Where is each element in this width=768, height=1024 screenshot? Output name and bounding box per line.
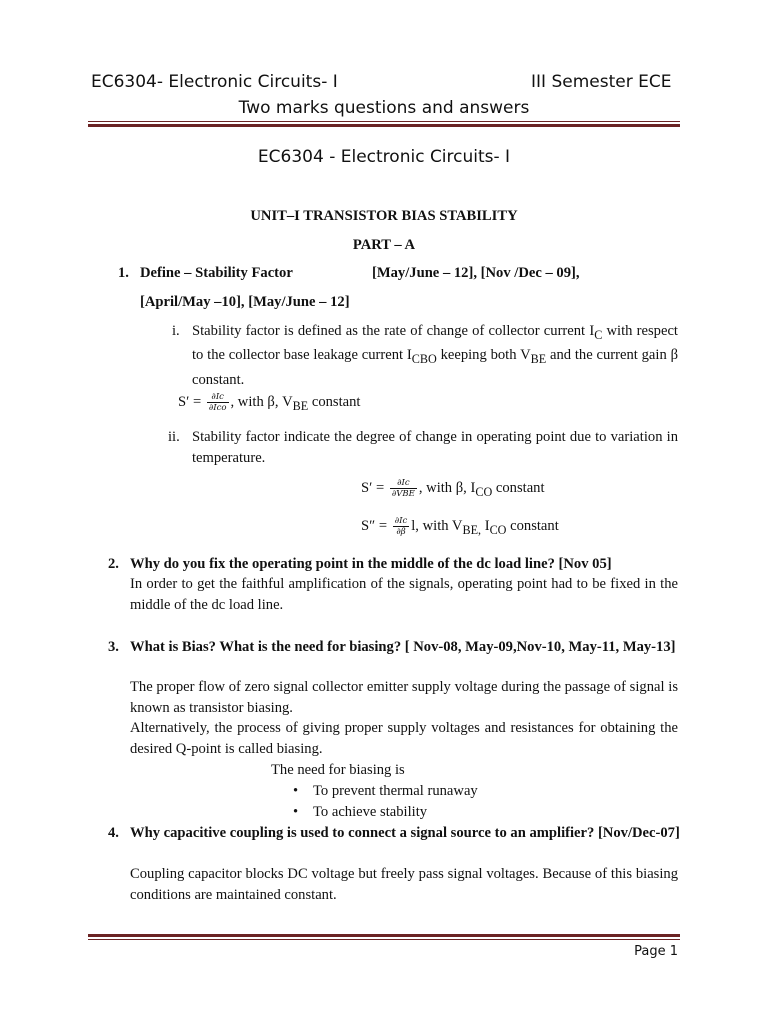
q1-item-ii-text: Stability factor indicate the degree of change in operating point due to variation in temperature. [192, 429, 678, 466]
formula-s-double-prime-beta: S″ = $\frac{\partial Ic}{\partial\beta}$ l, with $V_{BE,}$ $I_{CO}$ constant [361, 516, 559, 538]
document-title: EC6304 - Electronic Circuits- I [257, 147, 511, 167]
bullet-icon: • [293, 804, 299, 820]
formula-s-prime-ico: S′ = $\frac{\partial Ic}{\text{∂Ico}}$ , with β, $V_{BE}$ constant [178, 392, 361, 414]
q4-number: 4. [108, 825, 119, 841]
q1-number: 1. [118, 265, 129, 281]
bullet-icon: • [293, 783, 299, 799]
list-item: • To achieve stability [293, 802, 427, 823]
q3-question: What is Bias? What is the need for biasing? [ Nov-08, May-09,Nov-10, May-11, May-13] [130, 639, 676, 655]
header-rule-thick [88, 124, 680, 127]
q3-answer-1: The proper flow of zero signal collector emitter supply voltage during the passage of signal is known as transistor biasing. [130, 679, 678, 716]
q3-number: 3. [108, 639, 119, 655]
q4-answer: Coupling capacitor blocks DC voltage but freely pass signal voltages. Because of this biasing conditions are maintained constant. [130, 866, 678, 903]
footer-rule-thin [88, 939, 680, 940]
header-rule-thin [88, 121, 680, 122]
q1-question: Define – Stability Factor [140, 265, 293, 281]
fraction: $\frac{\partial Ic}{\text{∂Ico}}$ [208, 392, 227, 414]
formula-s-prime-vbe: S′ = $\frac{\partial Ic}{\text{∂VBE}}$ , with β, $I_{CO}$ constant [361, 478, 545, 500]
q2-number: 2. [108, 556, 119, 572]
fraction: $\frac{\partial Ic}{\partial\beta}$ [394, 516, 408, 538]
q3-answer-2: Alternatively, the process of giving proper supply voltages and resistances for obtaining the desired Q-point is called biasing. [130, 720, 678, 757]
q1-refs-line1: [May/June – 12], [Nov /Dec – 09], [372, 265, 580, 281]
q1-refs-line2: [April/May –10], [May/June – 12] [140, 294, 350, 310]
q2-answer: In order to get the faithful amplification of the signals, operating point had to be fixed in the middle of the dc load line. [130, 576, 678, 613]
page-number: Page 1 [634, 944, 678, 959]
q1-item-i-number: i. [172, 323, 180, 339]
q4-question: Why capacitive coupling is used to connect a signal source to an amplifier? [Nov/Dec-07] [130, 825, 680, 841]
unit-title: UNIT–I TRANSISTOR BIAS STABILITY [250, 208, 518, 224]
list-item: • To prevent thermal runaway [293, 781, 478, 802]
semester-header: III Semester ECE [531, 72, 672, 92]
footer-rule-thick [88, 934, 680, 937]
course-code-header: EC6304- Electronic Circuits- I [91, 72, 338, 92]
header-subtitle: Two marks questions and answers [238, 98, 530, 118]
q3-need-intro: The need for biasing is [271, 762, 405, 778]
q2-question: Why do you fix the operating point in the middle of the dc load line? [Nov 05] [130, 556, 612, 572]
part-title: PART – A [352, 237, 416, 253]
q1-item-i-text: Stability factor is defined as the rate of change of collector current $I_C$ with respect to the collector base leakage current $I_{CBO}$ keeping both $V_{BE}$ and the current gain β constant. [192, 323, 678, 388]
q1-item-ii-number: ii. [168, 429, 180, 445]
fraction: $\frac{\partial Ic}{\text{∂VBE}}$ [391, 478, 415, 500]
